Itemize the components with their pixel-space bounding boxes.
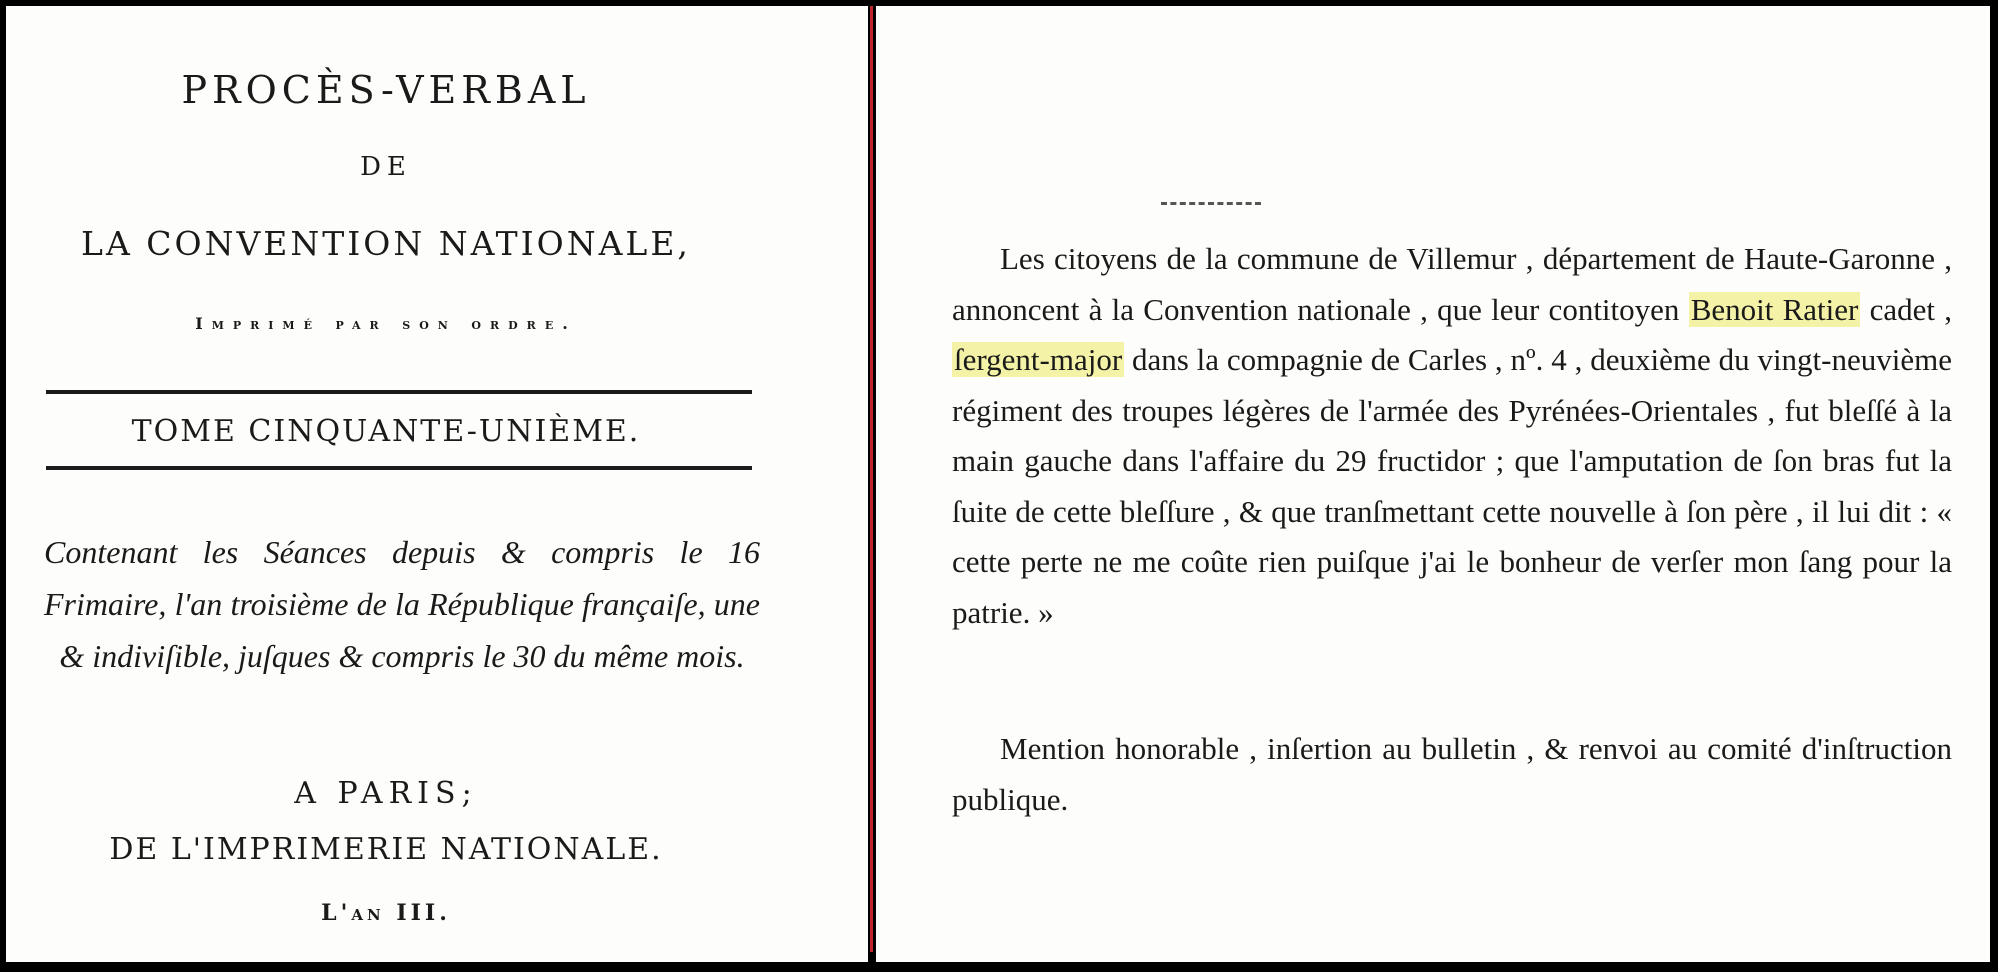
tome-label: TOME CINQUANTE-UNIÈME. (131, 414, 641, 449)
printer-name: DE L'IMPRIMERIE NATIONALE. (109, 832, 663, 867)
page-header-mark (1161, 202, 1261, 208)
printed-by-order: Imprimé par son ordre. (195, 314, 577, 333)
paragraph-petition (952, 234, 1952, 638)
year-label: L'an III. (321, 900, 451, 926)
text-page (876, 6, 1990, 962)
contents-description: Contenant les Séances depuis & compris le 16 Frimaire, l'an troisième de la République françaiſe, une & indiviſible, juſques & compris le 30 du même mois. (44, 534, 760, 674)
paragraph-decision: Mention honorable , inſertion au bulletin , & renvoi au comité d'inſtruction publique. (952, 731, 1952, 817)
top-rule (46, 390, 752, 394)
title-page (6, 6, 868, 962)
paragraph-text-1: Les citoyens de la commune de Villemur , département de Haute-Garonne , annoncent à la Convention nationale , que leur contitoyen (952, 241, 1952, 327)
paragraph-text-2: cadet , (1869, 291, 1953, 327)
place-of-print: A PARIS; (294, 776, 478, 811)
highlight-name: Benoit Ratier (1690, 291, 1859, 327)
highlight-rank: ſergent-major (954, 342, 1123, 377)
page-divider (870, 6, 873, 952)
document-title: PROCÈS-VERBAL (181, 68, 591, 112)
paragraph-text-3: dans la compagnie de Carles , nº. 4 , deuxième du vingt-neuvième régiment des troupes légères de l'armée des Pyrénées-Orientales , fut bleſſé à la main gauche dans l'affaire du 29 fructidor ; que l'amputation de ſon bras fut la ſuite de cette bleſſure , & que tranſmettant cette nouvelle à ſon père , il lui dit : « cette perte ne me coûte rien puiſque j'ai le bonheur de verſer mon ſang pour la patrie. » (952, 342, 1952, 630)
convention-name: LA CONVENTION NATIONALE, (81, 224, 691, 263)
title-de: DE (360, 152, 412, 182)
bottom-rule (46, 466, 752, 470)
